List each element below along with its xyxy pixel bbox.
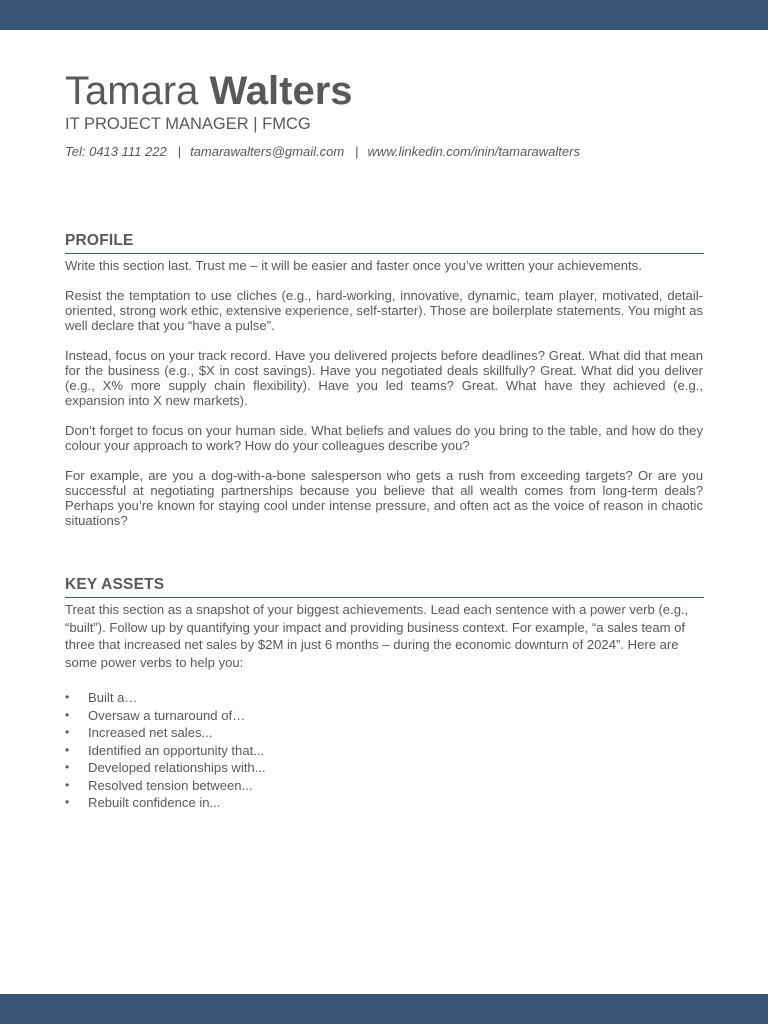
job-title: IT PROJECT MANAGER | FMCG — [65, 115, 311, 133]
candidate-name — [65, 68, 353, 114]
bullet-icon: • — [65, 707, 70, 722]
contact-line — [65, 143, 580, 160]
bullet-icon: • — [65, 760, 70, 774]
last-name: Walters — [209, 69, 353, 113]
list-item-text: Developed relationships with... — [88, 760, 266, 775]
list-item-text: Resolved tension between... — [88, 777, 253, 793]
bullet-icon: • — [65, 795, 70, 809]
profile-heading: PROFILE — [65, 231, 704, 254]
profile-paragraph: Write this section last. Trust me – it will be easier and faster once you’ve written your achievements. — [65, 258, 642, 273]
contact-separator: | — [177, 144, 182, 159]
bullet-icon: • — [65, 742, 70, 757]
profile-paragraph: Instead, focus on your track record. Have you delivered projects before deadlines? Great. What did that mean for the business (e.g., $X in cost savings). Have you negotiated deals skillfully? Great. What did you deliver (e.g., X% more supply chain flexibility). Have you led teams? Great. What have they achieved (e.g., expansion into X new markets). — [65, 348, 703, 408]
power-verbs-list — [65, 689, 266, 812]
list-item-text: Increased net sales... — [88, 725, 213, 740]
bullet-icon: • — [65, 777, 70, 792]
linkedin-url: www.linkedin.com/inin/tamarawalters — [367, 144, 580, 159]
list-item-text: Identified an opportunity that... — [88, 742, 265, 758]
list-item — [65, 759, 266, 777]
key-assets-body — [65, 601, 703, 672]
bottom-accent-bar — [0, 994, 768, 1024]
profile-paragraph: Resist the temptation to use cliches (e.g., hard-working, innovative, dynamic, team player, motivated, detail-oriented, strong work ethic, extensive experience, self-starter). Those are boilerplate statements. You might as well declare that you “have a pulse”. — [65, 288, 703, 333]
list-item-text: Oversaw a turnaround of… — [88, 707, 246, 723]
phone-number: Tel: 0413 111 222 — [65, 144, 167, 159]
profile-body — [65, 258, 703, 543]
list-item-text: Rebuilt confidence in... — [88, 795, 221, 810]
list-item — [65, 794, 266, 812]
list-item — [65, 742, 266, 760]
list-item — [65, 707, 266, 725]
profile-paragraph: For example, are you a dog-with-a-bone salesperson who gets a rush from exceeding targets? Or are you successful at negotiating partnerships because you believe that all wealth comes from long-term deals? Perhaps you’re known for staying cool under intense pressure, and often act as the voice of reason in chaotic situations? — [65, 468, 703, 528]
list-item — [65, 724, 266, 742]
key-assets-heading: KEY ASSETS — [65, 575, 704, 598]
bullet-icon: • — [65, 690, 70, 704]
profile-paragraph: Don’t forget to focus on your human side. What beliefs and values do you bring to the table, and how do they colour your approach to work? How do your colleagues describe you? — [65, 423, 703, 453]
top-accent-bar — [0, 0, 768, 30]
list-item — [65, 777, 266, 795]
key-assets-intro: Treat this section as a snapshot of your biggest achievements. Lead each sentence with a power verb (e.g., “built”). Follow up by quantifying your impact and providing business context. For example, “a sales team of three that increased net sales by $2M in just 6 months – during the economic downturn of 2024”. Here are some power verbs to help you: — [65, 602, 689, 671]
list-item-text: Built a… — [88, 690, 138, 705]
email-address: tamarawalters@gmail.com — [190, 144, 345, 159]
bullet-icon: • — [65, 725, 70, 739]
contact-separator: | — [355, 144, 359, 159]
list-item — [65, 689, 266, 707]
first-name: Tamara — [65, 69, 199, 113]
